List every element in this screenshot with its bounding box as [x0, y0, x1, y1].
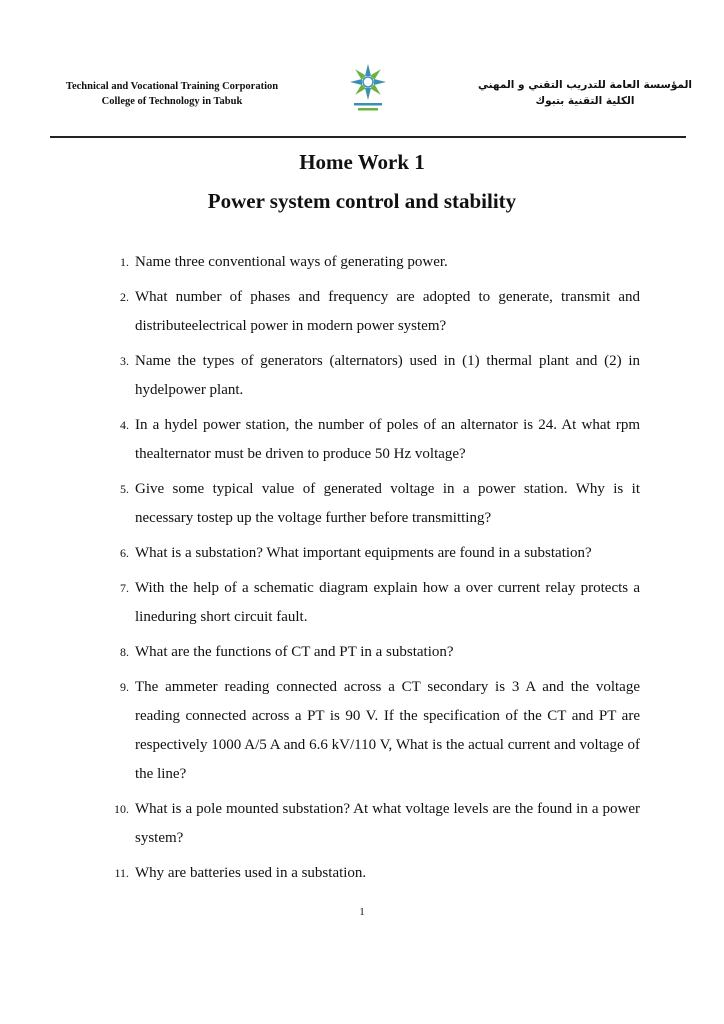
question-number: 11.: [114, 866, 129, 880]
question-text: Why are batteries used in a substation.: [135, 865, 367, 881]
question-text: What is a substation? What important equipments are found in a substation?: [135, 545, 592, 561]
question-number: 7.: [120, 581, 129, 595]
course-title: Power system control and stability: [207, 189, 517, 213]
question-text: With the help of a schematic diagram explain how a over current relay protects a lineduring short circuit fault.: [135, 580, 640, 625]
header-divider: [50, 136, 686, 138]
question-item: [100, 411, 640, 469]
question-item: [100, 673, 640, 789]
question-number: 4.: [120, 418, 129, 432]
college-name-english: College of Technology in Tabuk: [101, 96, 243, 107]
header-left: [44, 79, 300, 109]
question-number: 3.: [120, 354, 129, 368]
homework-title: Home Work 1: [299, 150, 425, 174]
question-item: [100, 248, 640, 277]
question-number: 1.: [120, 255, 129, 269]
question-text: Name the types of generators (alternators) used in (1) thermal plant and (2) in hydelpower plant.: [135, 353, 640, 398]
question-item: [100, 283, 640, 341]
question-number: 10.: [114, 802, 129, 816]
question-number: 8.: [120, 645, 129, 659]
question-text: What are the functions of CT and PT in a substation?: [135, 644, 454, 660]
question-number: 2.: [120, 290, 129, 304]
question-text: What is a pole mounted substation? At what voltage levels are the found in a power system?: [135, 801, 640, 846]
question-item: [100, 859, 640, 888]
question-text: In a hydel power station, the number of poles of an alternator is 24. At what rpm thealternator must be driven to produce 50 Hz voltage?: [135, 417, 640, 462]
question-number: 5.: [120, 482, 129, 496]
college-logo-icon: [348, 62, 388, 114]
question-item: [100, 795, 640, 853]
question-item: [100, 574, 640, 632]
question-text: Name three conventional ways of generating power.: [135, 254, 448, 270]
question-item: [100, 638, 640, 667]
question-text: The ammeter reading connected across a CT secondary is 3 A and the voltage reading connected across a PT is 90 V. If the specification of the CT and PT are respectively 1000 A/5 A and 6.6 kV/110 V, What is the actual current and voltage of the line?: [135, 679, 640, 782]
question-number: 6.: [120, 546, 129, 560]
org-name-english: Technical and Vocational Training Corporation: [65, 81, 279, 92]
org-name-arabic: المؤسسة العامة للتدريب التقني و المهني: [477, 79, 693, 91]
question-text: Give some typical value of generated voltage in a power station. Why is it necessary tostep up the voltage further before transmitting?: [135, 481, 640, 526]
question-item: [100, 475, 640, 533]
question-item: [100, 347, 640, 405]
header-right: [470, 77, 700, 109]
question-text: What number of phases and frequency are adopted to generate, transmit and distributeelectrical power in modern power system?: [135, 289, 640, 334]
college-name-arabic: الكلية التقنية بتبوك: [535, 95, 635, 107]
question-list: [100, 248, 640, 894]
page-number: 1: [359, 906, 365, 918]
question-item: [100, 539, 640, 568]
question-number: 9.: [120, 680, 129, 694]
